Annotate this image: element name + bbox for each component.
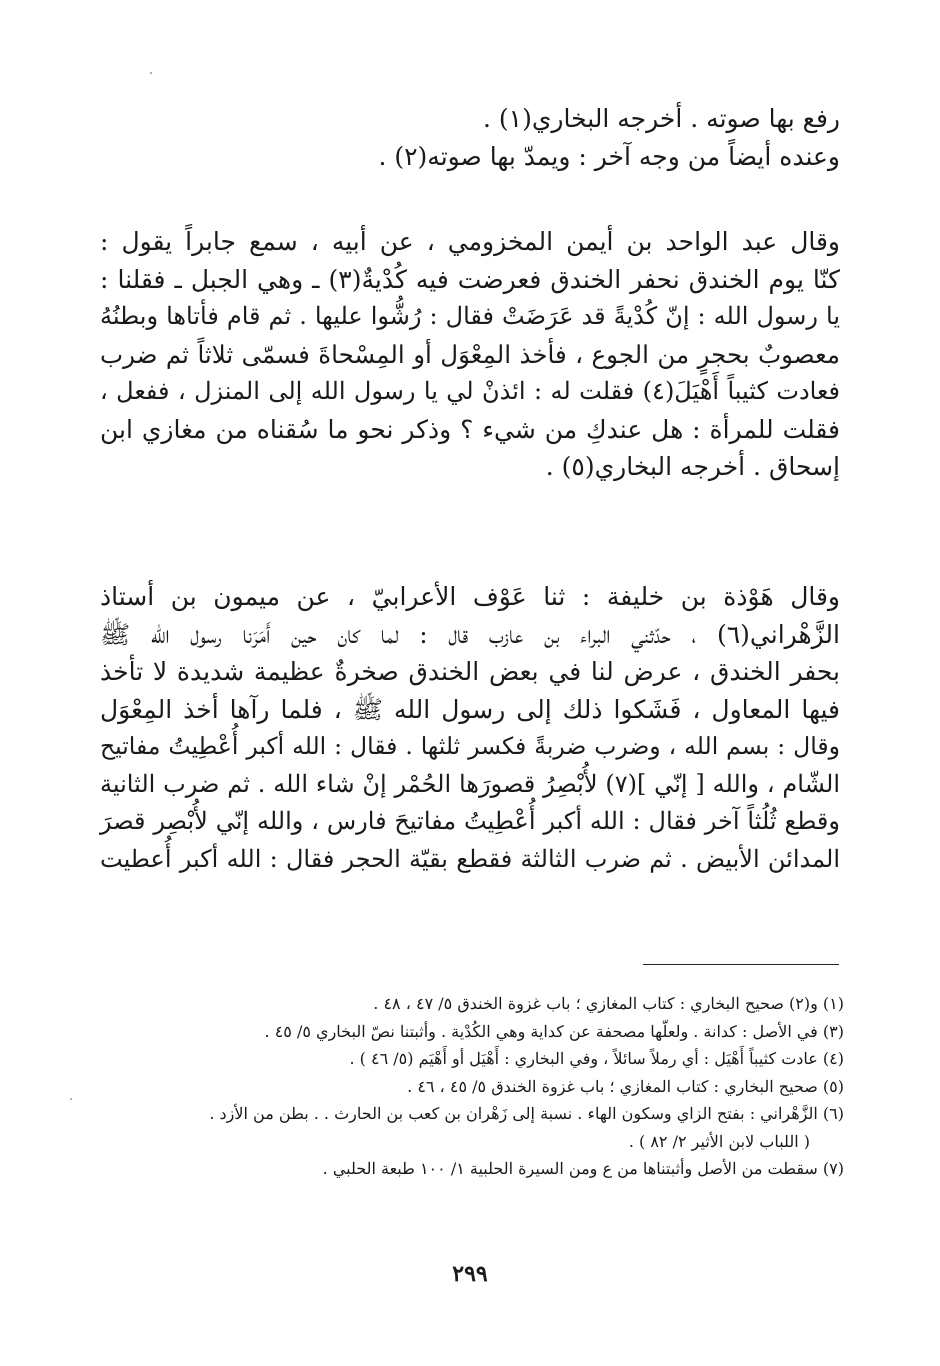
text-line: فقلت للمرأة : هل عندكِ من شيء ؟ وذكر نحو ما سُقناه من مغازي ابن [100,414,840,444]
text-line: الشّام ، والله [ إنّي ](٧) لأُبْصِرُ قصورَها الحُمْر إنْ شاء الله . ثم ضرب الثانية [100,769,840,798]
footnote: (٦) الزَّهْراني : بفتح الزاي وسكون الهاء . نسبة إلى زَهْران بن كعب بن الحارث . . بطن من الأزد . [209,1104,844,1123]
text-line: المدائن الأبيض . ثم ضرب الثالثة فقطع بقيّة الحجر فقال : الله أكبر أُعطيت [100,844,840,873]
intro-text [100,100,840,175]
text-line: الزَّهْراني(٦) ، حدّثني البراء بن عازب قال : لما كان حين أَمَرَنا رسول الله ﷺ [100,619,840,649]
paragraph-bara [100,578,840,878]
text-line: وقطع ثُلُثاً آخر فقال : الله أكبر أُعْطِيتُ مفاتيحَ فارس ، والله إنّي لأُبْصِر قصرَ [100,807,840,835]
footnote: (٥) صحيح البخاري : كتاب المغازي ؛ باب غزوة الخندق ٥/ ٤٥ ، ٤٦ . [407,1076,844,1096]
footnotes [84,990,844,1183]
text-line: بحفر الخندق ، عرض لنا في بعض الخندق صخرةٌ عظيمة شديدة لا تأخذ [100,657,840,686]
footnote: (١) و(٢) صحيح البخاري : كتاب المغازي ؛ باب غزوة الخندق ٥/ ٤٧ ، ٤٨ . [373,994,844,1013]
text-line: وقال هَوْذة بن خليفة : ثنا عَوْف الأعرابيّ ، عن ميمون بن أستاذ [100,582,840,611]
text-line: وقال : بسم الله ، وضرب ضربةً فكسر ثلثها . فقال : الله أكبر أُعْطِيتُ مفاتيح [100,732,840,760]
footnote-continuation: ( اللباب لابن الأثير ٢/ ٨٢ ) . [628,1131,810,1151]
page-speck [150,72,152,74]
text-line: معصوبٌ بحجرٍ من الجوع ، فأخذ المِعْوَل أو المِسْحاةَ فسمّى ثلاثاً ثم ضرب [100,339,840,369]
text-line: رفع بها صوته . أخرجه البخاري(١) . [482,104,840,133]
page-speck [70,1098,72,1100]
footnote: (٧) سقطت من الأصل وأثبتناها من ع ومن السيرة الحلبية ١/ ١٠٠ طبعة الحلبي . [322,1159,844,1178]
text-line: وقال عبد الواحد بن أيمن المخزومي ، عن أبيه ، سمع جابراً يقول : [100,227,840,256]
paragraph-jabir [100,223,840,486]
footnote-separator [643,964,839,965]
text-line: فعادت كثيباً أَهْيَلَ(٤) فقلت له : ائذنْ لي يا رسول الله إلى المنزل ، ففعل ، [100,377,840,405]
text-line: إسحاق . أخرجه البخاري(٥) . [545,452,840,481]
page-number: ٢٩٩ [452,1261,488,1287]
footnote: (٣) في الأصل : كدانة . ولعلّها مصحفة عن كداية وهي الكُدْية . وأثبتنا نصّ البخاري ٥/ ٤٥ . [264,1021,844,1041]
text-line: كنّا يوم الخندق نحفر الخندق فعرضت فيه كُدْيةٌ(٣) ـ وهي الجبل ـ فقلنا : [100,264,840,294]
text-line: يا رسول الله : إنّ كُدْيةً قد عَرَضَتْ فقال : رُشُّوا عليها . ثم قام فأتاها وبطنُهُ [100,302,840,330]
text-line: وعنده أيضاً من وجه آخر : ويمدّ بها صوته(٢) . [378,141,840,171]
footnote: (٤) عادت كثيباً أَهْيَل : أي رملاً سائلاً ، وفي البخاري : أَهْيَل أو أَهْيَم (٥/ ٤٦ ) . [349,1049,844,1068]
text-line: فيها المعاول ، فَشَكوا ذلك إلى رسول الله ﷺ ، فلما رآها أخذ المِعْوَل [100,694,840,724]
